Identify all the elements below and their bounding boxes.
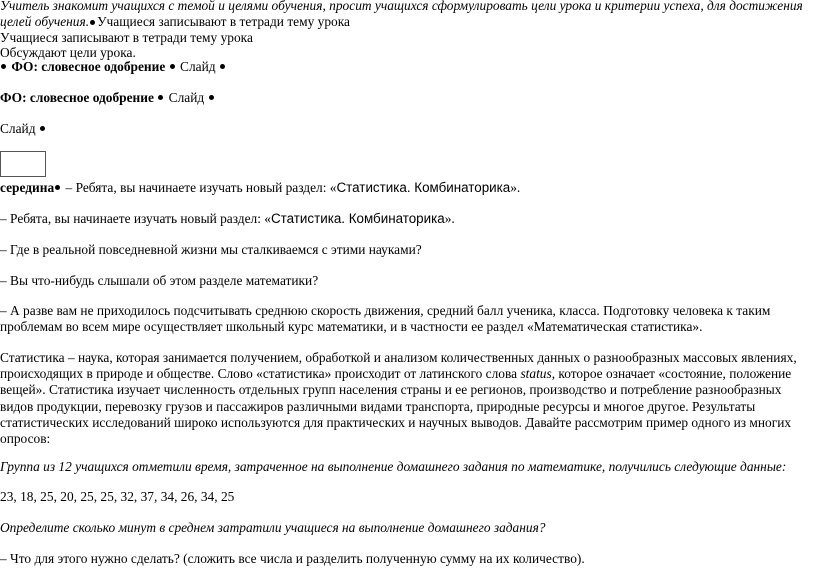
bullet-icon	[220, 64, 225, 69]
fo-line-1	[0, 59, 227, 75]
bullet-icon	[40, 126, 45, 131]
paragraph-4: – А разве вам не приходилось подсчитывать среднюю скорость движения, средний балл ученика, класса. Подготовку человека к таким проблемам во всем мире осуществляет школьный курс математики, и в частности ее раздел «Математическая статистика».	[0, 303, 771, 335]
slide-line-3	[0, 121, 47, 137]
intro-paragraph	[0, 0, 806, 30]
slide-text: Слайд	[0, 121, 36, 136]
fo-verbal-text: ФО: словесное одобрение	[0, 90, 154, 105]
discuss-goals-line: Обсуждают цели урока.	[0, 45, 136, 60]
p1-prefix: – Ребята, вы начинаете изучать новый раздел: «	[0, 211, 271, 226]
intro-italic-text: Учитель знакомит учащихся с темой и целями обучения, просит учащихся сформулировать цели урока и критерии успеха, для достижения целей обучения.	[0, 0, 803, 30]
bullet-icon	[158, 95, 163, 100]
p1-suffix: ».	[444, 211, 455, 226]
intro-after-text: Учащиеся записывают в тетради тему урока	[97, 14, 350, 30]
paragraph-2: – Где в реальной повседневной жизни мы сталкиваемся с этими науками?	[0, 242, 422, 257]
p1-section: Статистика. Комбинаторика	[270, 211, 445, 226]
paragraph-5	[0, 350, 806, 447]
fo-line-2	[0, 90, 216, 106]
empty-frame-box	[0, 151, 46, 177]
middle-section-name: Статистика. Комбинаторика	[336, 180, 511, 195]
p5-after: , которое означает «состояние, положение вещей». Статистика изучает численность отдельных групп населения страны и ее регионов, производство и потребление разнообразных видов продукции, перевозку грузов и пассажиров различными видами транспорта, природные ресурсы и многое другое. Результаты статистических исследований широко используются для практических и научных выводов. Давайте рассмотрим пример одного из многих опросов:	[0, 366, 792, 447]
bullet-icon	[90, 20, 95, 25]
bullet-icon	[209, 95, 214, 100]
middle-text-prefix: – Ребята, вы начинаете изучать новый раздел: «	[62, 180, 337, 195]
paragraph-1	[0, 211, 455, 227]
bullet-icon	[1, 64, 6, 69]
paragraph-7-data: 23, 18, 25, 20, 25, 25, 32, 37, 34, 26, 34, 25	[0, 489, 235, 504]
fo-verbal-text: ФО: словесное одобрение	[11, 59, 166, 74]
middle-line	[0, 180, 520, 196]
slide-text: Слайд	[180, 59, 216, 74]
p5-latin-word: status	[520, 366, 552, 382]
p5-before: Статистика – наука, которая занимается получением, обработкой и анализом количественных данных о разнообразных массовых явлениях, происходящих в природе и обществе. Слово «статистика» происходит от латинского слова	[0, 350, 797, 382]
bullet-icon	[55, 185, 60, 190]
slide-text: Слайд	[168, 90, 205, 105]
bullet-icon	[170, 64, 175, 69]
middle-text-suffix: ».	[510, 180, 521, 195]
students-write-line: Учащиеся записывают в тетради тему урока	[0, 30, 253, 45]
paragraph-8: Определите сколько минут в среднем затратили учащиеся на выполнение домашнего задания?	[0, 520, 546, 535]
middle-label: середина	[0, 180, 55, 195]
paragraph-6: Группа из 12 учащихся отметили время, затраченное на выполнение домашнего задания по математике, получились следующие данные:	[0, 459, 787, 474]
paragraph-3: – Вы что-нибудь слышали об этом разделе математики?	[0, 273, 319, 288]
paragraph-9: – Что для этого нужно сделать? (сложить все числа и разделить полученную сумму на их количество).	[0, 551, 585, 566]
